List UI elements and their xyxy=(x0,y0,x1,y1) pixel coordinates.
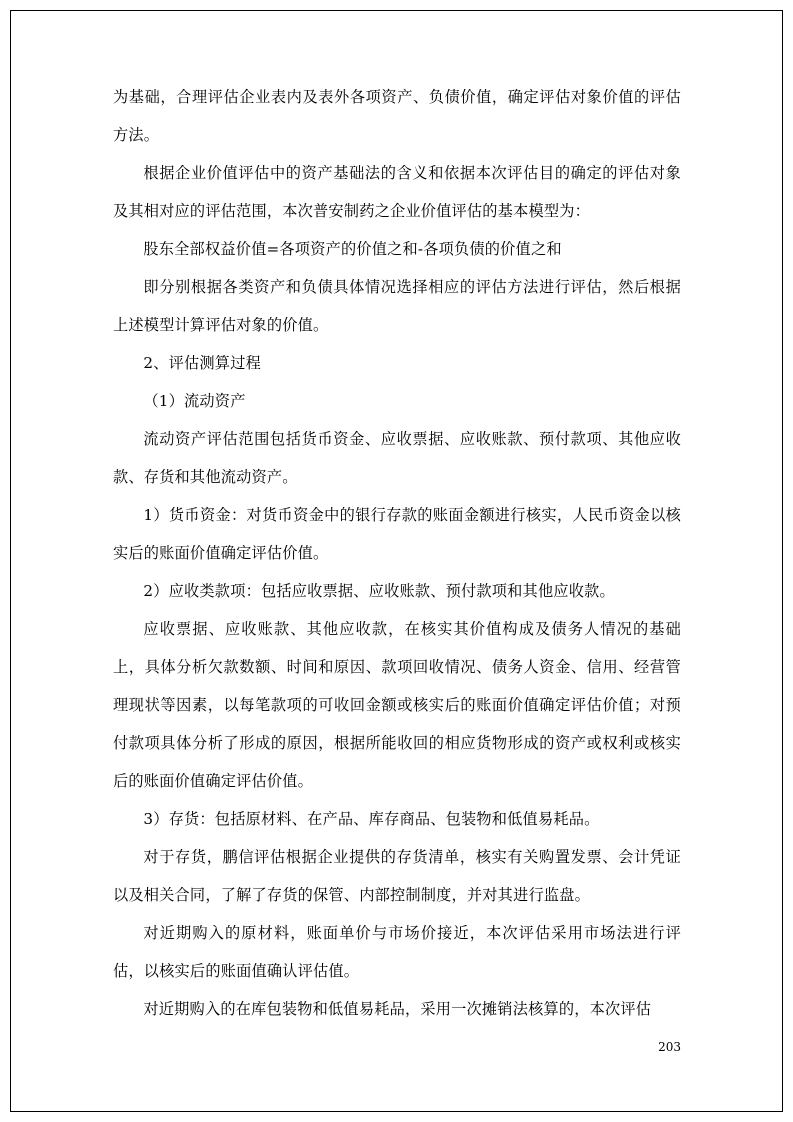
paragraph: 对近期购入的原材料，账面单价与市场价接近，本次评估采用市场法进行评估，以核实后的账面值确认评估值。 xyxy=(113,924,681,980)
paragraph: 流动资产评估范围包括货币资金、应收票据、应收账款、预付款项、其他应收款、存货和其他流动资产。 xyxy=(113,430,681,486)
section-heading: 2、评估测算过程 xyxy=(143,354,261,372)
document-body xyxy=(113,78,681,1028)
paragraph: 3）存货：包括原材料、在产品、库存商品、包装物和低值易耗品。 xyxy=(143,810,600,828)
paragraph: 对于存货，鹏信评估根据企业提供的存货清单，核实有关购置发票、会计凭证以及相关合同，了解了存货的保管、内部控制制度，并对其进行监盘。 xyxy=(113,848,681,904)
page-number: 203 xyxy=(658,1040,681,1054)
paragraph: 2）应收类款项：包括应收票据、应收账款、预付款项和其他应收款。 xyxy=(143,582,615,600)
paragraph: 对近期购入的在库包装物和低值易耗品，采用一次摊销法核算的，本次评估 xyxy=(143,1000,652,1018)
paragraph: 为基础，合理评估企业表内及表外各项资产、负债价值，确定评估对象价值的评估方法。 xyxy=(113,88,681,144)
paragraph: 1）货币资金：对货币资金中的银行存款的账面金额进行核实，人民币资金以核实后的账面价值确定评估价值。 xyxy=(113,506,681,562)
paragraph: 股东全部权益价值=各项资产的价值之和-各项负债的价值之和 xyxy=(143,240,562,258)
paragraph: 即分别根据各类资产和负债具体情况选择相应的评估方法进行评估，然后根据上述模型计算评估对象的价值。 xyxy=(113,278,681,334)
paragraph: 根据企业价值评估中的资产基础法的含义和依据本次评估目的确定的评估对象及其相对应的评估范围，本次普安制药之企业价值评估的基本模型为： xyxy=(113,164,681,220)
paragraph: 应收票据、应收账款、其他应收款，在核实其价值构成及债务人情况的基础上，具体分析欠款数额、时间和原因、款项回收情况、债务人资金、信用、经营管理现状等因素，以每笔款项的可收回金额或核实后的账面价值确定评估价值；对预付款项具体分析了形成的原因，根据所能收回的相应货物形成的资产或权利或核实后的账面价值确定评估价值。 xyxy=(113,620,681,790)
subsection-heading: （1）流动资产 xyxy=(143,392,246,410)
